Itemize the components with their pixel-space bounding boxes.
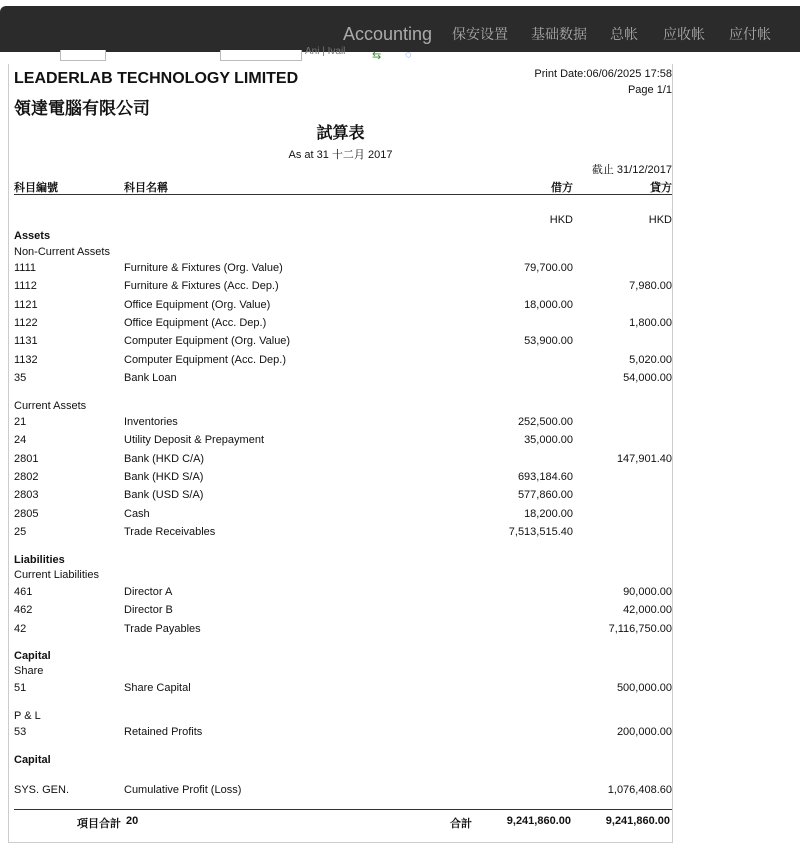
credit-amount: 147,901.40 bbox=[616, 453, 672, 465]
column-header-credit: 貸方 bbox=[650, 182, 672, 194]
report-toolbar bbox=[0, 46, 800, 64]
credit-amount: 5,020.00 bbox=[629, 354, 672, 366]
account-code: 2803 bbox=[14, 489, 39, 501]
account-code: SYS. GEN. bbox=[14, 784, 70, 796]
nav-item-security-settings[interactable]: 保安设置 bbox=[452, 26, 508, 42]
trial-balance-report bbox=[8, 64, 673, 843]
account-code: 2802 bbox=[14, 471, 39, 483]
export-icon[interactable]: ⇆ bbox=[372, 50, 382, 62]
debit-amount: 18,000.00 bbox=[524, 299, 573, 311]
table-row bbox=[9, 260, 672, 276]
table-row bbox=[9, 487, 672, 503]
table-row bbox=[9, 315, 672, 331]
table-row bbox=[9, 333, 672, 349]
report-as-at-date: As at 31 十二月 2017 bbox=[288, 149, 393, 161]
account-name: Director B bbox=[124, 604, 173, 616]
debit-amount: 79,700.00 bbox=[524, 262, 573, 274]
nav-item-general-ledger[interactable]: 总帐 bbox=[610, 26, 638, 42]
item-count-value: 20 bbox=[126, 815, 139, 827]
account-code: 53 bbox=[14, 726, 27, 738]
section-heading: Assets bbox=[14, 230, 51, 242]
item-count-label: 項目合計 bbox=[77, 818, 121, 830]
account-name: Utility Deposit & Prepayment bbox=[124, 434, 264, 446]
table-row bbox=[9, 469, 672, 485]
print-date: Print Date:06/06/2025 17:58 bbox=[534, 68, 672, 80]
report-title: 試算表 bbox=[316, 125, 365, 142]
account-name: Bank (HKD C/A) bbox=[124, 453, 205, 465]
debit-amount: 252,500.00 bbox=[517, 416, 573, 428]
company-name-english: LEADERLAB TECHNOLOGY LIMITED bbox=[14, 70, 299, 87]
nav-item-accounts-receivable[interactable]: 应收帐 bbox=[663, 26, 705, 42]
account-code: 42 bbox=[14, 623, 27, 635]
table-row bbox=[9, 602, 672, 618]
table-row bbox=[9, 584, 672, 600]
account-code: 25 bbox=[14, 526, 27, 538]
section-heading: Liabilities bbox=[14, 554, 65, 566]
brand-link[interactable]: Accounting bbox=[343, 24, 433, 44]
group-heading: Current Assets bbox=[14, 400, 87, 412]
credit-amount: 90,000.00 bbox=[623, 586, 672, 598]
column-header-name: 科目名稱 bbox=[124, 182, 168, 194]
account-code: 24 bbox=[14, 434, 27, 446]
account-name: Share Capital bbox=[124, 682, 191, 694]
account-code: 2801 bbox=[14, 453, 39, 465]
account-name: Furniture & Fixtures (Acc. Dep.) bbox=[124, 280, 279, 292]
credit-amount: 1,800.00 bbox=[629, 317, 672, 329]
credit-amount: 1,076,408.60 bbox=[607, 784, 672, 796]
account-code: 1121 bbox=[14, 299, 38, 311]
table-row bbox=[9, 724, 672, 740]
group-heading: Share bbox=[14, 665, 44, 677]
account-name: Furniture & Fixtures (Org. Value) bbox=[124, 262, 283, 274]
table-row bbox=[9, 278, 672, 294]
credit-amount: 500,000.00 bbox=[616, 682, 672, 694]
top-navbar bbox=[0, 6, 800, 52]
table-row bbox=[9, 782, 672, 798]
debit-amount: 35,000.00 bbox=[524, 434, 573, 446]
account-code: 1111 bbox=[14, 262, 37, 274]
table-row bbox=[9, 680, 672, 696]
table-row bbox=[9, 352, 672, 368]
grand-total-label: 合計 bbox=[450, 818, 472, 830]
debit-amount: 7,513,515.40 bbox=[508, 526, 573, 538]
account-code: 461 bbox=[14, 586, 33, 598]
nav-item-basic-data[interactable]: 基础数据 bbox=[531, 26, 587, 42]
total-credit: 9,241,860.00 bbox=[605, 815, 670, 827]
debit-amount: 577,860.00 bbox=[517, 489, 573, 501]
account-name: Trade Payables bbox=[124, 623, 201, 635]
account-name: Office Equipment (Org. Value) bbox=[124, 299, 271, 311]
account-name: Bank (HKD S/A) bbox=[124, 471, 204, 483]
table-row bbox=[9, 297, 672, 313]
account-name: Office Equipment (Acc. Dep.) bbox=[124, 317, 267, 329]
debit-amount: 693,184.60 bbox=[517, 471, 573, 483]
account-code: 1131 bbox=[14, 335, 38, 347]
nav-item-accounts-payable[interactable]: 应付帐 bbox=[729, 26, 771, 42]
account-name: Cumulative Profit (Loss) bbox=[124, 784, 242, 796]
section-heading: Capital bbox=[14, 754, 51, 766]
account-name: Bank (USD S/A) bbox=[124, 489, 204, 501]
find-text-input[interactable] bbox=[220, 50, 302, 61]
account-code: 35 bbox=[14, 372, 27, 384]
account-name: Cash bbox=[124, 508, 150, 520]
find-next-link[interactable]: Ani | Ivail bbox=[305, 46, 346, 57]
account-name: Trade Receivables bbox=[124, 526, 216, 538]
group-heading: Current Liabilities bbox=[14, 569, 99, 581]
company-name-chinese: 領達電腦有限公司 bbox=[14, 99, 150, 118]
account-code: 1132 bbox=[14, 354, 38, 366]
credit-amount: 200,000.00 bbox=[616, 726, 672, 738]
account-code: 2805 bbox=[14, 508, 39, 520]
account-name: Retained Profits bbox=[124, 726, 203, 738]
page-number-input[interactable] bbox=[60, 50, 106, 61]
debit-amount: 18,200.00 bbox=[524, 508, 573, 520]
credit-amount: 7,980.00 bbox=[629, 280, 672, 292]
account-code: 1122 bbox=[14, 317, 38, 329]
debit-amount: 53,900.00 bbox=[524, 335, 573, 347]
table-row bbox=[9, 621, 672, 637]
header-divider bbox=[14, 194, 672, 195]
credit-amount: 7,116,750.00 bbox=[608, 623, 672, 635]
group-heading: Non-Current Assets bbox=[14, 246, 110, 258]
account-name: Bank Loan bbox=[124, 372, 177, 384]
credit-amount: 42,000.00 bbox=[623, 604, 672, 616]
section-heading: Capital bbox=[14, 650, 51, 662]
account-name: Inventories bbox=[124, 416, 178, 428]
table-row bbox=[9, 451, 672, 467]
total-divider bbox=[14, 809, 672, 810]
table-row bbox=[9, 524, 672, 540]
credit-currency: HKD bbox=[648, 214, 672, 226]
account-name: Director A bbox=[124, 586, 173, 598]
credit-amount: 54,000.00 bbox=[623, 372, 672, 384]
table-row bbox=[9, 432, 672, 448]
account-code: 21 bbox=[14, 416, 27, 428]
debit-currency: HKD bbox=[549, 214, 573, 226]
table-row bbox=[9, 506, 672, 522]
column-header-debit: 借方 bbox=[551, 182, 573, 194]
account-code: 51 bbox=[14, 682, 27, 694]
table-row bbox=[9, 414, 672, 430]
group-heading: P & L bbox=[14, 710, 41, 722]
table-row bbox=[9, 370, 672, 386]
column-header-code: 科目編號 bbox=[14, 182, 58, 194]
total-debit: 9,241,860.00 bbox=[506, 815, 571, 827]
refresh-icon[interactable]: ◌ bbox=[405, 49, 412, 61]
account-name: Computer Equipment (Acc. Dep.) bbox=[124, 354, 287, 366]
cutoff-date: 截止 31/12/2017 bbox=[591, 164, 672, 176]
account-name: Computer Equipment (Org. Value) bbox=[124, 335, 291, 347]
account-code: 462 bbox=[14, 604, 33, 616]
account-code: 1112 bbox=[14, 280, 37, 292]
page-number: Page 1/1 bbox=[627, 84, 672, 96]
